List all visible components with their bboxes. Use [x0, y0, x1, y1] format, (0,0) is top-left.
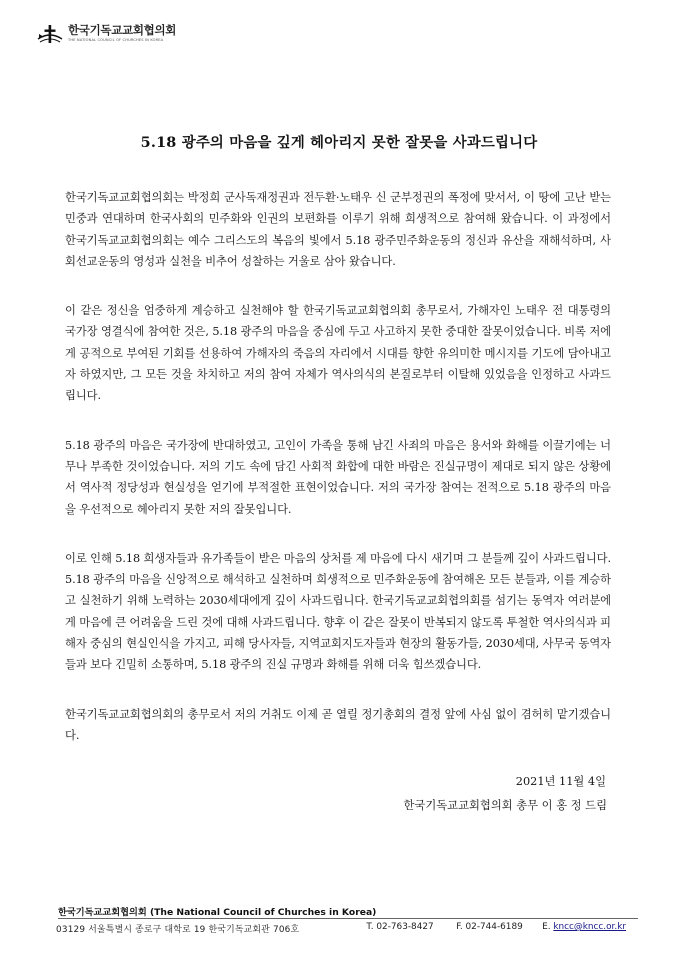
- letterhead-org-name: 한국기독교교회협의회: [68, 23, 177, 37]
- footer-divider: [58, 918, 638, 919]
- footer-email: [542, 922, 626, 935]
- paragraph-2: 이 같은 정신을 엄중하게 계승하고 실천해야 할 한국기독교교회협의회 총무로서, 가해자인 노태우 전 대통령의 국가장 영결식에 참여한 것은, 5.18 광주의 마음을 중심에 두고 사고하지 못한 중대한 잘못이었습니다. 비록 저에게 공적으로 부여된 기회를 선용하여 가해자의 죽음의 자리에서 시대를 향한 유의미한 메시지를 기도에 담아내고자 하였지만, 그 모든 것을 차치하고 저의 참여 자체가 역사의식의 본질로부터 이탈해 있었음을 인정하고 사과드립니다.: [65, 304, 611, 403]
- footer-email-link[interactable]: kncc@kncc.or.kr: [553, 922, 626, 932]
- paragraph-3: 5.18 광주의 마음은 국가장에 반대하였고, 고인이 가족을 통해 남긴 사죄의 마음은 용서와 화해를 이끌기에는 너무나 부족한 것이었습니다. 저의 기도 속에 담긴 사회적 화합에 대한 바람은 진실규명이 제대로 되지 않은 상황에서 역사적 정당성과 현실성을 얻기에 부적절한 표현이었습니다. 저의 국가장 참여는 전적으로 5.18 광주의 마음을 우선적으로 헤아리지 못한 저의 잘못입니다.: [65, 438, 611, 516]
- signature-line: 한국기독교교회협의회 총무 이 홍 정 드림: [403, 799, 607, 812]
- footer-contact: [56, 922, 626, 935]
- footer-phone: T. 02-763-8427: [366, 922, 434, 932]
- footer-email-label: E.: [542, 922, 551, 932]
- document-body: [65, 187, 611, 774]
- document-date: 2021년 11월 4일: [515, 775, 606, 788]
- footer-address: 03129 서울특별시 종로구 대학로 19 한국기독교회관 706호: [56, 925, 300, 935]
- paragraph-1: 한국기독교교회협의회는 박정희 군사독재정권과 전두환·노태우 신 군부정권의 폭정에 맞서서, 이 땅에 고난 받는 민중과 연대하며 한국사회의 민주화와 인권의 보편화를 이루기 위해 희생적으로 참여해 왔습니다. 이 과정에서 한국기독교교회협의회는 예수 그리스도의 복음의 빛에서 5.18 광주민주화운동의 정신과 유산을 재해석하며, 사회선교운동의 영성과 실천을 비추어 성찰하는 거울로 삼아 왔습니다.: [65, 191, 611, 268]
- footer-fax: F. 02-744-6189: [456, 922, 523, 932]
- cross-globe-logo-icon: [36, 22, 64, 46]
- letterhead-logo: [36, 22, 176, 46]
- letterhead-org-name-en: THE NATIONAL COUNCIL OF CHURCHES IN KOREA: [68, 38, 164, 42]
- paragraph-5: 한국기독교교회협의회의 총무로서 저의 거취도 이제 곧 열릴 정기총회의 결정 앞에 사심 없이 겸허히 맡기겠습니다.: [65, 707, 611, 742]
- paragraph-4: 이로 인해 5.18 희생자들과 유가족들이 받은 마음의 상처를 제 마음에 다시 새기며 그 분들께 깊이 사과드립니다. 5.18 광주의 마음을 신앙적으로 해석하고 실천하며 희생적으로 민주화운동에 참여해온 모든 분들과, 이를 계승하고 실천하기 위해 노력하는 2030세대에게 깊이 사과드립니다. 한국기독교교회협의회를 섬기는 동역자 여러분에게 마음에 큰 어려움을 드린 것에 대해 사과드립니다. 향후 이 같은 잘못이 반복되지 않도록 투철한 역사의식과 피해자 중심의 현실인식을 가지고, 피해 당사자들, 지역교회지도자들과 현장의 활동가들, 2030세대, 사무국 동역자들과 보다 긴밀히 소통하며, 5.18 광주의 진실 규명과 화해를 위해 더욱 힘쓰겠습니다.: [65, 551, 611, 672]
- footer-org-name: 한국기독교교회협의회 (The National Council of Churches in Korea): [58, 907, 377, 918]
- document-title: 5.18 광주의 마음을 깊게 헤아리지 못한 잘못을 사과드립니다: [140, 134, 538, 151]
